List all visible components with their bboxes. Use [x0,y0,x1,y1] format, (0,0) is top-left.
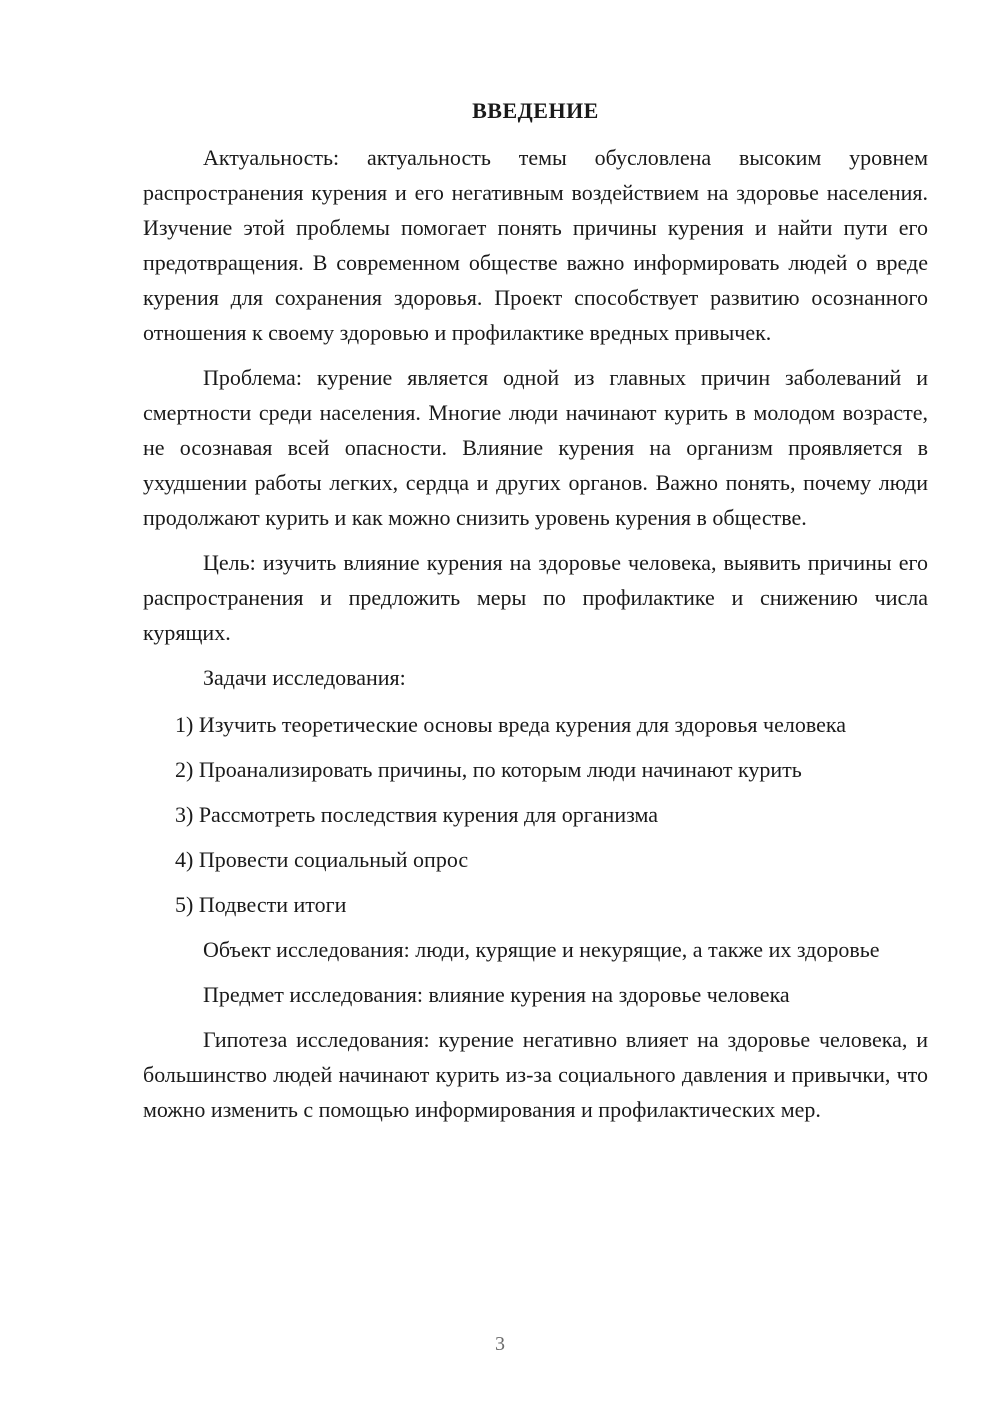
paragraph-problem: Проблема: курение является одной из главных причин заболеваний и смертности среди населения. Многие люди начинают курить в молодом возрасте, не осознавая всей опасности. Влияние курения на организм проявляется в ухудшении работы легких, сердца и других органов. Важно понять, почему люди продолжают курить и как можно снизить уровень курения в обществе. [143,365,928,530]
paragraph-hypothesis: Гипотеза исследования: курение негативно влияет на здоровье человека, и большинство людей начинают курить из-за социального давления и привычки, что можно изменить с помощью информирования и профилактических мер. [143,1027,928,1122]
task-item-4: 4) Провести социальный опрос [175,847,469,872]
paragraph-goal: Цель: изучить влияние курения на здоровье человека, выявить причины его распространения и предложить меры по профилактике и снижению числа курящих. [143,550,928,645]
page-title: ВВЕДЕНИЕ [472,98,599,123]
paragraph-object: Объект исследования: люди, курящие и некурящие, а также их здоровье [203,937,880,962]
paragraph-subject: Предмет исследования: влияние курения на здоровье человека [203,982,790,1007]
document-page [143,96,928,1137]
paragraph-tasks-heading: Задачи исследования: [203,665,406,690]
task-item-1: 1) Изучить теоретические основы вреда курения для здоровья человека [175,712,846,737]
page-number: 3 [495,1333,505,1355]
task-item-3: 3) Рассмотреть последствия курения для организма [175,802,659,827]
task-item-5: 5) Подвести итоги [175,892,347,917]
paragraph-relevance: Актуальность: актуальность темы обусловлена высоким уровнем распространения курения и его негативным воздействием на здоровье населения. Изучение этой проблемы помогает понять причины курения и найти пути его предотвращения. В современном обществе важно информировать людей о вреде курения для сохранения здоровья. Проект способствует развитию осознанного отношения к своему здоровью и профилактике вредных привычек. [143,145,928,345]
task-item-2: 2) Проанализировать причины, по которым люди начинают курить [175,757,802,782]
